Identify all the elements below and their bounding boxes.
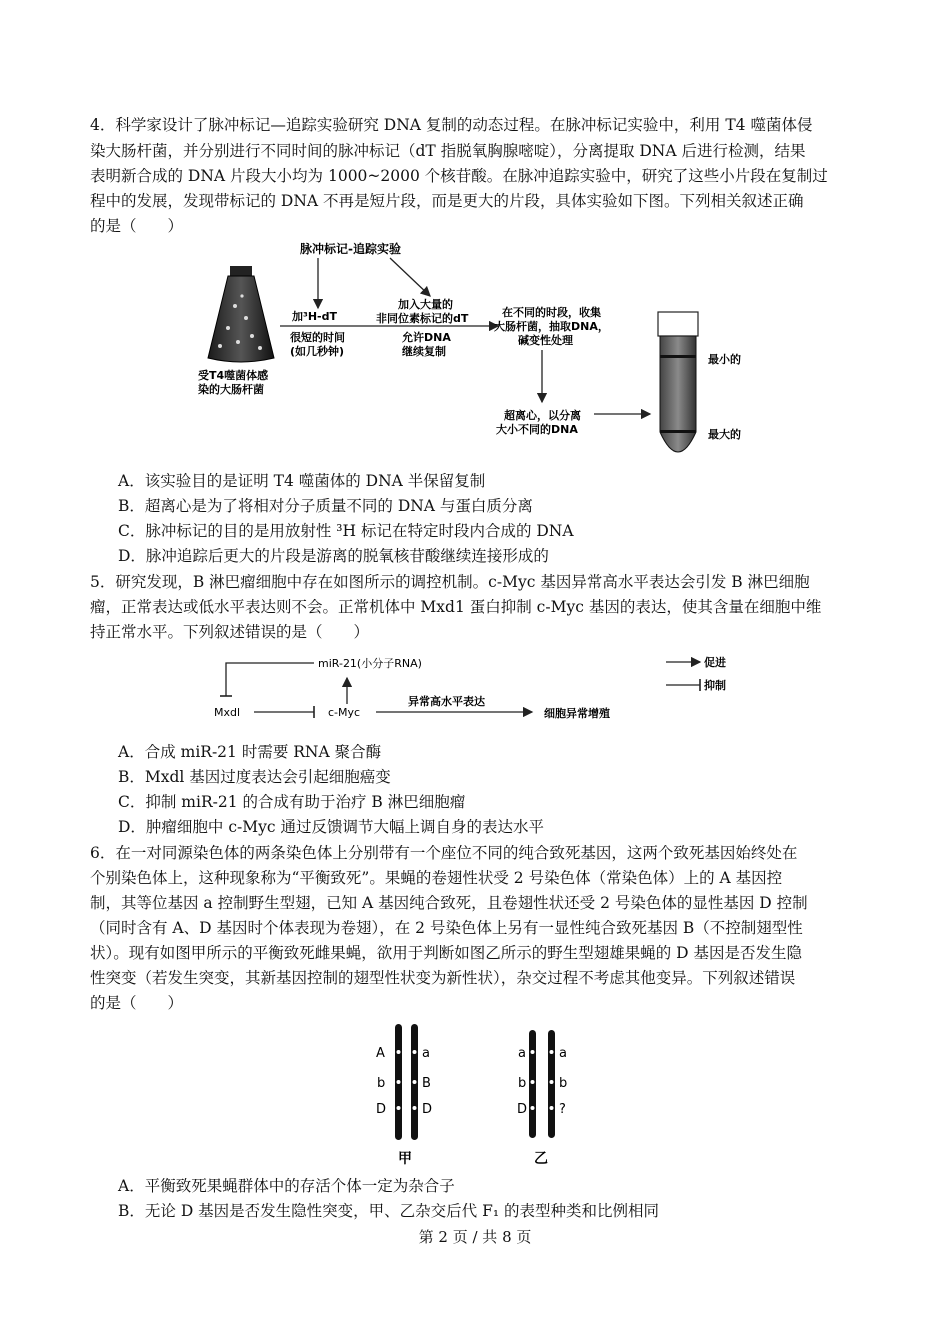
yi-left-gene-3: D	[517, 1102, 528, 1117]
q6-line-1: 6．在一对同源染色体的两条染色体上分别带有一个座位不同的纯合致死基因，这两个致死基因始终处在	[90, 844, 798, 862]
fig4-step2-label-1: 加入大量的	[398, 298, 453, 311]
fig4-step3-2: 大肠杆菌，抽取DNA，	[494, 320, 609, 333]
q4-option-d: D．脉冲追踪后更大的片段是游离的脱氧核苷酸继续连接形成的	[118, 547, 549, 565]
jia-right-gene-3: D	[422, 1102, 433, 1117]
fig5-mir21: miR-21(小分子RNA)	[318, 657, 422, 670]
fig4-band-large: 最大的	[708, 428, 741, 441]
q4-option-a: A．该实验目的是证明 T4 噬菌体的 DNA 半保留复制	[118, 472, 486, 490]
fig4-step4-2: 大小不同的DNA	[496, 423, 578, 436]
q5-regulation-figure	[210, 650, 750, 728]
fig4-step1-note-1: 很短的时间	[290, 331, 345, 344]
yi-left-gene-2: b	[518, 1076, 527, 1091]
yi-right-gene-3: ?	[559, 1102, 566, 1117]
q6-line-3: 制，其等位基因 a 控制野生型翅，已知 A 基因纯合致死，且卷翅性状还受 2 号染色体的显性基因 D 控制	[90, 894, 808, 912]
q6-line-5: 状）。现有如图甲所示的平衡致死雌果蝇，欲用于判断如图乙所示的野生型翅雄果蝇的 D 基因是否发生隐	[90, 944, 803, 962]
q6-option-b: B．无论 D 基因是否发生隐性突变，甲、乙杂交后代 F₁ 的表型种类和比例相同	[118, 1202, 659, 1220]
q5-option-d: D．肿瘤细胞中 c-Myc 通过反馈调节大幅上调自身的表达水平	[118, 818, 545, 836]
fig5-legend-inhibit: 抑制	[704, 679, 726, 692]
fig4-top-label: 脉冲标记-追踪实验	[300, 242, 401, 256]
q6-line-6: 性突变（若发生突变，其新基因控制的翅型性状变为新性状），杂交过程不考虑其他变异。下列叙述错误	[90, 969, 796, 987]
fig5-cmyc: c-Myc	[328, 706, 361, 719]
fig4-step1-label: 加³H-dT	[292, 310, 337, 323]
yi-label: 乙	[534, 1151, 548, 1167]
fig4-step2-note-2: 继续复制	[402, 345, 446, 358]
jia-right-gene-1: a	[422, 1046, 430, 1061]
q6-option-a: A．平衡致死果蝇群体中的存活个体一定为杂合子	[118, 1177, 455, 1195]
fig5-high-expr: 异常高水平表达	[408, 695, 485, 708]
q5-option-b: B．Mxdl 基因过度表达会引起细胞癌变	[118, 768, 391, 786]
q4-line-5: 的是（ ）	[90, 217, 184, 235]
q4-line-1: 4．科学家设计了脉冲标记—追踪实验研究 DNA 复制的动态过程。在脉冲标记实验中，利用 T4 噬菌体侵	[90, 116, 813, 134]
page-footer: 第 2 页 / 共 8 页	[418, 1228, 532, 1246]
fig4-step2-note-1: 允许DNA	[402, 331, 451, 344]
q4-option-c: C．脉冲标记的目的是用放射性 ³H 标记在特定时段内合成的 DNA	[118, 522, 574, 540]
fig5-mxdl: Mxdl	[214, 706, 241, 719]
test-tube-icon	[658, 312, 698, 452]
jia-left-gene-2: b	[377, 1076, 386, 1091]
q5-line-2: 瘤，正常表达或低水平表达则不会。正常机体中 Mxd1 蛋白抑制 c-Myc 基因的表达，使其含量在细胞中维	[90, 598, 822, 616]
q6-line-7: 的是（ ）	[90, 994, 184, 1012]
q5-option-a: A．合成 miR-21 时需要 RNA 聚合酶	[118, 743, 382, 761]
jia-label: 甲	[398, 1151, 412, 1167]
fig4-step2-label-2: 非同位素标记的dT	[376, 312, 469, 325]
fig4-flask-caption-1: 受T4噬菌体感	[198, 369, 269, 382]
fig4-band-small: 最小的	[708, 353, 741, 366]
fig4-flask-caption-2: 染的大肠杆菌	[198, 383, 264, 396]
fig5-legend	[666, 655, 726, 692]
q6-chromosome-figure	[368, 1020, 588, 1170]
jia-chromosome-pair	[395, 1024, 418, 1140]
yi-right-gene-1: a	[559, 1046, 567, 1061]
fig4-step3-1: 在不同的时段，收集	[502, 306, 601, 319]
q5-line-1: 5．研究发现，B 淋巴瘤细胞中存在如图所示的调控机制。c-Myc 基因异常高水平表达会引发 B 淋巴细胞	[90, 573, 810, 591]
q4-line-2: 染大肠杆菌，并分别进行不同时间的脉冲标记（dT 指脱氧胸腺嘧啶），分离提取 DNA 后进行检测，结果	[90, 142, 806, 160]
fig5-legend-promote: 促进	[704, 656, 726, 669]
q6-line-2: 个别染色体上，这种现象称为“平衡致死”。果蝇的卷翅性状受 2 号染色体（常染色体）上的 A 基因控	[90, 869, 783, 887]
yi-right-gene-2: b	[559, 1076, 568, 1091]
q4-option-b: B．超离心是为了将相对分子质量不同的 DNA 与蛋白质分离	[118, 497, 533, 515]
fig4-step3-3: 碱变性处理	[518, 334, 573, 347]
fig4-step4-1: 超离心，以分离	[504, 409, 581, 422]
jia-left-gene-3: D	[376, 1102, 387, 1117]
jia-right-gene-2: B	[422, 1076, 431, 1091]
q4-line-3: 表明新合成的 DNA 片段大小均为 1000~2000 个核苷酸。在脉冲追踪实验中，研究了这些小片段在复制过	[90, 167, 828, 185]
yi-left-gene-1: a	[518, 1046, 526, 1061]
flask-icon	[208, 266, 274, 362]
q6-line-4: （同时含有 A、D 基因时个体表现为卷翅），在 2 号染色体上另有一显性纯合致死基因 B（不控制翅型性	[90, 919, 803, 937]
q4-line-4: 程中的发展，发现带标记的 DNA 不再是短片段，而是更大的片段，具体实验如下图。下列相关叙述正确	[90, 192, 804, 210]
q5-line-3: 持正常水平。下列叙述错误的是（ ）	[90, 623, 370, 641]
q4-experiment-figure	[190, 236, 770, 468]
q5-option-c: C．抑制 miR-21 的合成有助于治疗 B 淋巴细胞瘤	[118, 793, 466, 811]
yi-chromosome-pair	[529, 1030, 555, 1138]
fig4-step1-note-2: (如几秒钟)	[290, 345, 345, 358]
fig5-prolif: 细胞异常增殖	[544, 707, 610, 720]
jia-left-gene-1: A	[376, 1046, 385, 1061]
